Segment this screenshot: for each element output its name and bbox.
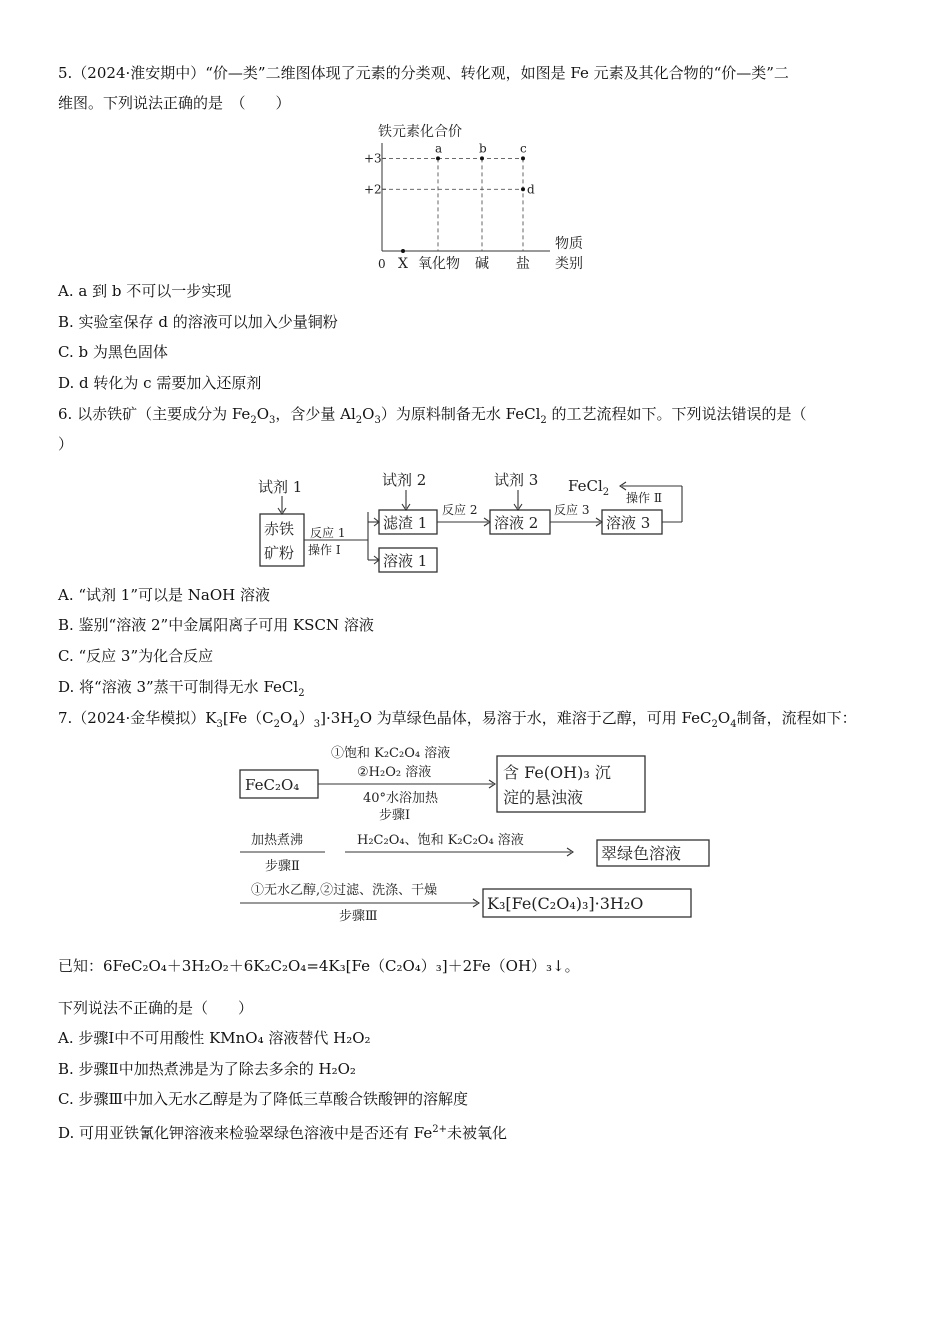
q5-stem-line1: 5.（2024·淮安期中）“价—类”二维图体现了元素的分类观、转化观，如图是 Fe 元素及其化合物的“价—类”二 xyxy=(58,64,789,82)
reaction3-label: 反应 3 xyxy=(554,503,590,517)
chart-xlabel-line1: 物质 xyxy=(555,236,583,252)
category-label: 碱 xyxy=(475,256,489,272)
hematite-flowchart xyxy=(250,468,700,578)
step3-reagent: ①无水乙醇,②过滤、洗涤、干燥 xyxy=(251,883,438,898)
start-label: FeC₂O₄ xyxy=(245,776,300,794)
q6-option-d: D. 将“溶液 3”蒸干可制得无水 FeCl$_2$ xyxy=(58,678,305,699)
step1-cond: 40°水浴加热 xyxy=(363,791,439,806)
q7-question: 下列说法不正确的是（ ） xyxy=(58,999,254,1017)
data-point xyxy=(401,249,405,253)
q7-option-c: C. 步骤Ⅲ中加入无水乙醇是为了降低三草酸合铁酸钾的溶解度 xyxy=(58,1090,468,1108)
solution3-label: 溶液 3 xyxy=(606,514,651,532)
residue1-label: 滤渣 1 xyxy=(383,514,428,532)
category-label: X xyxy=(398,256,408,272)
solution1-label: 溶液 1 xyxy=(383,552,428,570)
q7-option-b: B. 步骤Ⅱ中加热煮沸是为了除去多余的 H₂O₂ xyxy=(58,1060,356,1078)
point-label: a xyxy=(435,141,443,156)
step2-cond: 加热煮沸 xyxy=(251,833,304,848)
q5-option-b: B. 实验室保存 d 的溶液可以加入少量铜粉 xyxy=(58,313,338,331)
solution2-label: 溶液 2 xyxy=(494,514,539,532)
q6-stem-line2: ） xyxy=(58,435,74,453)
q7-option-a: A. 步骤Ⅰ中不可用酸性 KMnO₄ 溶液替代 H₂O₂ xyxy=(58,1029,371,1047)
q6-option-a: A. “试剂 1”可以是 NaOH 溶液 xyxy=(58,586,271,604)
data-point xyxy=(480,156,484,160)
point-label: c xyxy=(520,141,527,156)
q7-known: 已知：6FeC₂O₄＋3H₂O₂＋6K₂C₂O₄=4K₃[Fe（C₂O₄）₃]＋2Fe（OH）₃↓。 xyxy=(58,957,580,975)
ore-label-1: 赤铁 xyxy=(264,520,295,538)
suspension-line1: 含 Fe(OH)₃ 沉 xyxy=(503,763,611,782)
k3fe-flowchart xyxy=(235,740,715,940)
chart-xlabel-line2: 类别 xyxy=(555,256,583,272)
step1-reagent2: ②H₂O₂ 溶液 xyxy=(357,765,432,780)
data-point xyxy=(436,156,440,160)
reaction1-label: 反应 1 xyxy=(310,526,346,540)
q5-option-d: D. d 转化为 c 需要加入还原剂 xyxy=(58,374,262,392)
op1-label: 操作 Ⅰ xyxy=(308,543,341,557)
step1-reagent1: ①饱和 K₂C₂O₄ 溶液 xyxy=(331,746,451,761)
valence-class-chart xyxy=(340,118,610,278)
ore-label-2: 矿粉 xyxy=(264,544,295,562)
category-label: 盐 xyxy=(516,256,530,272)
op2-label: 操作 Ⅱ xyxy=(626,491,662,505)
chart-ylabel: 铁元素化合价 xyxy=(378,124,462,140)
y-tick-label: +3 xyxy=(364,151,382,166)
step2b-reagent: H₂C₂O₄、饱和 K₂C₂O₄ 溶液 xyxy=(357,833,524,848)
data-point xyxy=(521,187,525,191)
q5-option-c: C. b 为黑色固体 xyxy=(58,343,168,361)
suspension-line2: 淀的悬浊液 xyxy=(503,788,584,807)
reagent1-label: 试剂 1 xyxy=(258,478,303,496)
product-label: K₃[Fe(C₂O₄)₃]·3H₂O xyxy=(487,894,644,913)
reaction2-label: 反应 2 xyxy=(442,503,478,517)
point-label: d xyxy=(527,182,535,197)
q7-stem: 7.（2024·金华模拟）$K_3[Fe(C_2O_4)_3]\cdot 3H_2O$ 为草绿色晶体，易溶于水，难溶于乙醇，可用 $FeC_2O_4$制备，流程如下： xyxy=(58,709,857,730)
reagent2-label: 试剂 2 xyxy=(382,471,427,489)
q5-option-a: A. a 到 b 不可以一步实现 xyxy=(58,282,232,300)
y-tick-label: +2 xyxy=(364,182,382,197)
q6-option-b: B. 鉴别“溶液 2”中金属阳离子可用 KSCN 溶液 xyxy=(58,616,374,634)
green-solution-label: 翠绿色溶液 xyxy=(601,844,682,863)
reagent3-label: 试剂 3 xyxy=(494,471,539,489)
category-label: 氧化物 xyxy=(418,256,460,272)
q7-option-d: D. 可用亚铁氰化钾溶液来检验翠绿色溶液中是否还有 $Fe^{2+}$未被氧化 xyxy=(58,1124,508,1142)
q5-stem-line2: 维图。下列说法正确的是 （ ） xyxy=(58,94,291,112)
data-point xyxy=(521,156,525,160)
product-label: FeCl$_2$ xyxy=(568,477,610,498)
q6-stem-line1: 6. 以赤铁矿（主要成分为 $Fe_2O_3$，含少量 $Al_2O_3$）为原料制备无水 FeCl$_2$ 的工艺流程如下。下列说法错误的是（ xyxy=(58,405,807,426)
point-label: b xyxy=(479,141,487,156)
step2-name: 步骤Ⅱ xyxy=(265,859,300,874)
step3-name: 步骤Ⅲ xyxy=(339,909,378,924)
step1-name: 步骤Ⅰ xyxy=(379,808,411,823)
q6-option-c: C. “反应 3”为化合反应 xyxy=(58,647,214,665)
chart-origin-label: 0 xyxy=(378,257,386,271)
